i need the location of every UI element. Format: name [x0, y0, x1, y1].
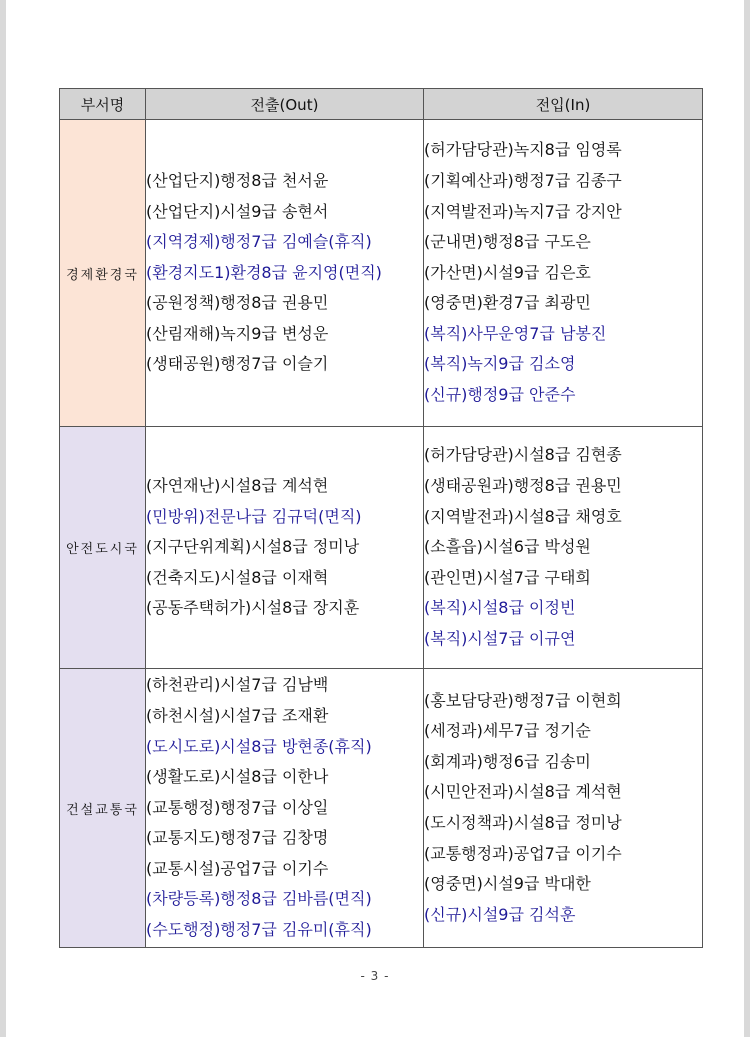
- list-item: (기획예산과)행정7급 김종구: [424, 170, 622, 190]
- list-item: (교통지도)행정7급 김창명: [146, 828, 329, 848]
- list-item: (세정과)세무7급 정기순: [424, 721, 591, 741]
- list-item: (허가담당관)시설8급 김현종: [424, 445, 622, 465]
- header-in: 전입(In): [424, 89, 703, 120]
- list-item: (산업단지)행정8급 천서윤: [146, 170, 329, 190]
- list-item: (복직)녹지9급 김소영: [424, 354, 576, 374]
- transfer-in-cell: [424, 120, 703, 427]
- list-item: (관인면)시설7급 구태희: [424, 567, 591, 587]
- list-item: (교통시설)공업7급 이기수: [146, 858, 329, 878]
- table-row: [60, 120, 703, 427]
- left-edge: [0, 0, 6, 1037]
- list-item: (복직)사무운영7급 남봉진: [424, 323, 607, 343]
- header-dept: 부서명: [60, 89, 146, 120]
- transfer-out-cell: [146, 120, 424, 427]
- list-item: (공동주택허가)시설8급 장지훈: [146, 598, 360, 618]
- list-item: (신규)행정9급 안준수: [424, 385, 576, 405]
- list-item: (공원정책)행정8급 권용민: [146, 293, 329, 313]
- list-item: (영중면)시설9급 박대한: [424, 874, 591, 894]
- list-item: (차량등록)행정8급 김바름(면직): [146, 889, 372, 909]
- list-item: (신규)시설9급 김석훈: [424, 904, 576, 924]
- list-item: (지역경제)행정7급 김예슬(휴직): [146, 232, 372, 252]
- list-item: (자연재난)시설8급 계석현: [146, 476, 329, 496]
- transfer-in-list: [424, 135, 702, 410]
- list-item: (생활도로)시설8급 이한나: [146, 767, 329, 787]
- list-item: (지구단위계획)시설8급 정미낭: [146, 537, 360, 557]
- list-item: (수도행정)행정7급 김유미(휴직): [146, 920, 372, 940]
- list-item: (지역발전과)녹지7급 강지안: [424, 201, 622, 221]
- list-item: (가산면)시설9급 김은호: [424, 262, 591, 282]
- transfer-in-list: [424, 686, 702, 931]
- list-item: (민방위)전문나급 김규덕(면직): [146, 506, 362, 526]
- list-item: (교통행정)행정7급 이상일: [146, 797, 329, 817]
- list-item: (하천관리)시설7급 김남백: [146, 675, 329, 695]
- header-out: 전출(Out): [146, 89, 424, 120]
- list-item: (산림재해)녹지9급 변성운: [146, 323, 329, 343]
- list-item: (시민안전과)시설8급 계석현: [424, 782, 622, 802]
- page-number: - 3 -: [360, 969, 390, 983]
- list-item: (교통행정과)공업7급 이기수: [424, 843, 622, 863]
- table-header-row: [60, 89, 703, 120]
- transfer-out-cell: [146, 427, 424, 669]
- list-item: (산업단지)시설9급 송현서: [146, 201, 329, 221]
- list-item: (하천시설)시설7급 조재환: [146, 705, 329, 725]
- department-cell: 안전도시국: [60, 427, 146, 669]
- list-item: (복직)시설7급 이규연: [424, 628, 576, 648]
- transfer-out-list: [146, 471, 423, 624]
- transfer-out-cell: [146, 669, 424, 948]
- table-row: [60, 669, 703, 948]
- transfer-in-list: [424, 440, 702, 654]
- list-item: (소흘읍)시설6급 박성원: [424, 537, 591, 557]
- transfer-out-list: [146, 166, 423, 380]
- list-item: (허가담당관)녹지8급 임영록: [424, 140, 622, 160]
- table-row: [60, 427, 703, 669]
- list-item: (영중면)환경7급 최광민: [424, 293, 591, 313]
- transfer-in-cell: [424, 427, 703, 669]
- department-cell: 건설교통국: [60, 669, 146, 948]
- transfer-table: [59, 88, 703, 948]
- list-item: (복직)시설8급 이정빈: [424, 598, 576, 618]
- list-item: (도시도로)시설8급 방현종(휴직): [146, 736, 372, 756]
- department-cell: 경제환경국: [60, 120, 146, 427]
- list-item: (홍보담당관)행정7급 이현희: [424, 690, 622, 710]
- list-item: (생태공원)행정7급 이슬기: [146, 354, 329, 374]
- list-item: (도시정책과)시설8급 정미낭: [424, 813, 622, 832]
- list-item: (군내면)행정8급 구도은: [424, 232, 591, 252]
- list-item: (환경지도1)환경8급 윤지영(면직): [146, 262, 382, 282]
- right-edge: [744, 0, 750, 1037]
- list-item: (지역발전과)시설8급 채영호: [424, 506, 622, 526]
- transfer-out-list: [146, 670, 423, 945]
- transfer-in-cell: [424, 669, 703, 948]
- list-item: (건축지도)시설8급 이재혁: [146, 567, 329, 587]
- list-item: (생태공원과)행정8급 권용민: [424, 476, 622, 496]
- list-item: (회계과)행정6급 김송미: [424, 751, 591, 771]
